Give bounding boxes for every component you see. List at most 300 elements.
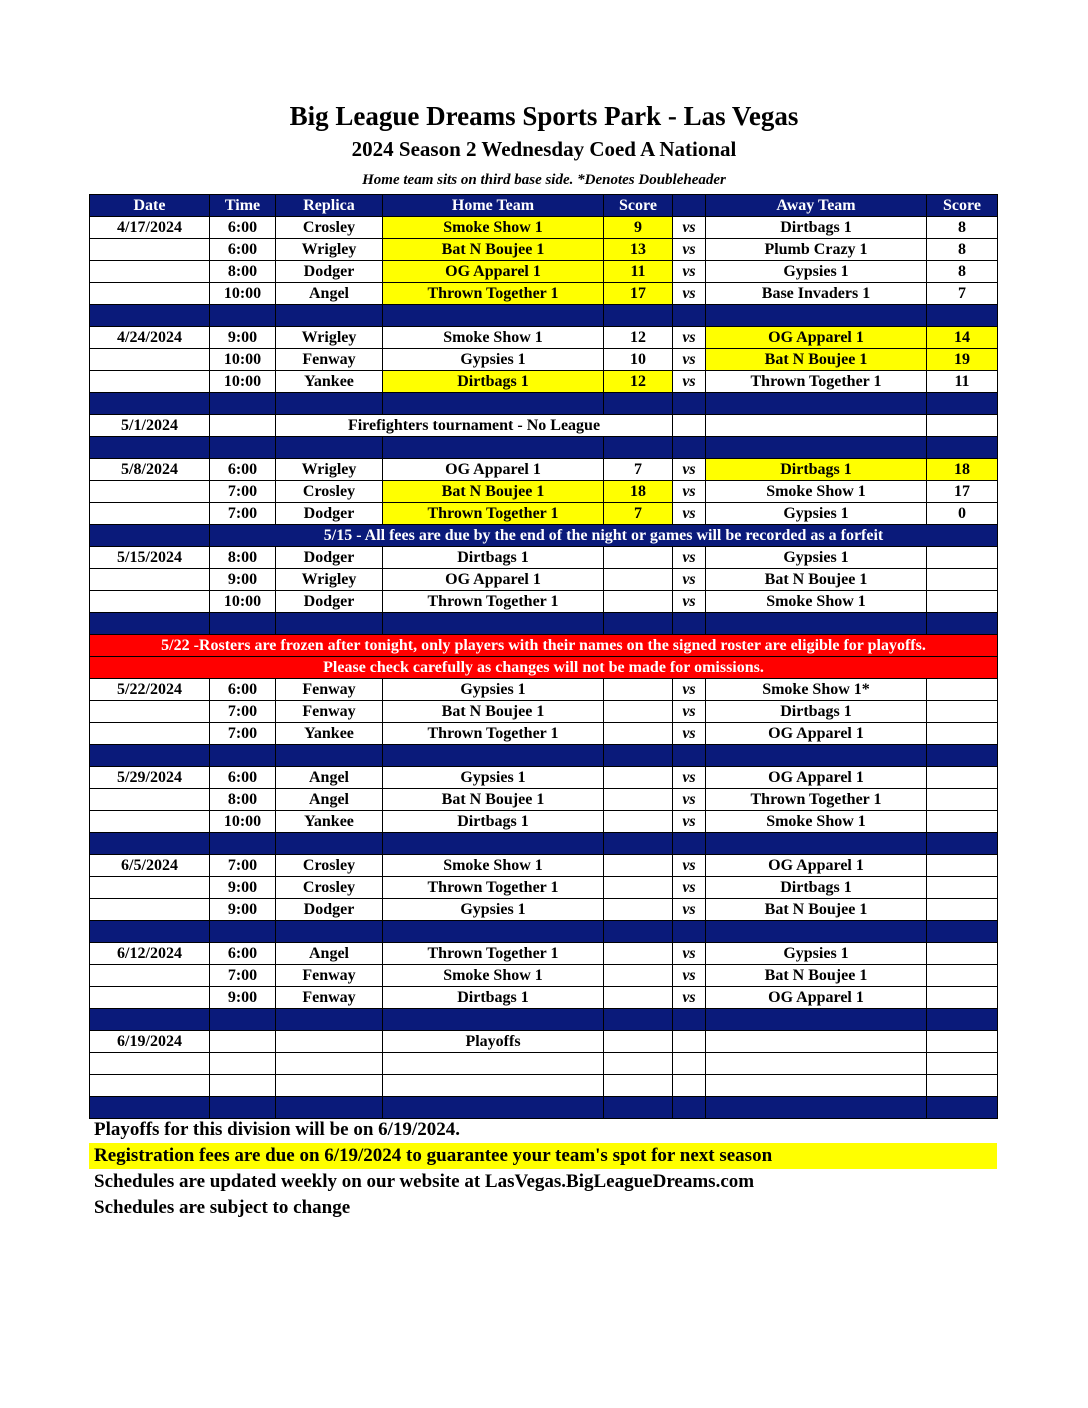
separator-cell (927, 1097, 998, 1119)
table-header-row (90, 195, 998, 217)
away-team-cell: Dirtbags 1 (706, 459, 927, 481)
home-score-cell: 13 (604, 239, 673, 261)
home-score-cell: 18 (604, 481, 673, 503)
table-row (90, 591, 998, 613)
away-score-cell: 7 (927, 283, 998, 305)
separator-cell (90, 745, 210, 767)
home-team-cell: Bat N Boujee 1 (383, 239, 604, 261)
away-team-cell: Gypsies 1 (706, 547, 927, 569)
separator-cell (210, 437, 276, 459)
away-team-cell: OG Apparel 1 (706, 723, 927, 745)
home-team-cell: Thrown Together 1 (383, 503, 604, 525)
home-score-cell (604, 701, 673, 723)
table-row (90, 899, 998, 921)
separator-cell (673, 921, 706, 943)
replica-field-cell: Fenway (276, 987, 383, 1009)
away-team-cell: Gypsies 1 (706, 943, 927, 965)
away-score-cell (927, 415, 998, 437)
col-header-away-score: Score (927, 195, 998, 217)
home-team-cell: Bat N Boujee 1 (383, 701, 604, 723)
date-cell (90, 965, 210, 987)
vs-cell: vs (673, 547, 706, 569)
home-team-cell: Smoke Show 1 (383, 965, 604, 987)
col-header-replica: Replica (276, 195, 383, 217)
away-team-cell (706, 1075, 927, 1097)
separator-cell (276, 1097, 383, 1119)
separator-cell (383, 745, 604, 767)
date-cell: 6/19/2024 (90, 1031, 210, 1053)
separator-cell (927, 921, 998, 943)
vs-cell: vs (673, 811, 706, 833)
away-team-cell: Dirtbags 1 (706, 877, 927, 899)
table-row (90, 877, 998, 899)
time-cell: 6:00 (210, 239, 276, 261)
away-team-cell: Smoke Show 1* (706, 679, 927, 701)
separator-cell (90, 833, 210, 855)
notice-cell-blank (90, 525, 210, 547)
table-row (90, 965, 998, 987)
away-score-cell (927, 943, 998, 965)
separator-cell (90, 305, 210, 327)
separator-cell (706, 613, 927, 635)
date-cell (90, 987, 210, 1009)
separator-cell (383, 393, 604, 415)
separator-row (90, 921, 998, 943)
away-score-cell (927, 569, 998, 591)
table-row (90, 1075, 998, 1097)
separator-cell (673, 393, 706, 415)
time-cell: 6:00 (210, 943, 276, 965)
separator-cell (276, 833, 383, 855)
replica-field-cell: Dodger (276, 899, 383, 921)
away-score-cell: 8 (927, 239, 998, 261)
time-cell: 10:00 (210, 591, 276, 613)
table-row (90, 481, 998, 503)
time-cell: 6:00 (210, 459, 276, 481)
separator-cell (210, 1097, 276, 1119)
time-cell: 10:00 (210, 371, 276, 393)
away-score-cell: 19 (927, 349, 998, 371)
table-row (90, 855, 998, 877)
date-cell (90, 239, 210, 261)
vs-cell: vs (673, 987, 706, 1009)
date-cell (90, 591, 210, 613)
replica-field-cell: Angel (276, 789, 383, 811)
separator-cell (90, 1009, 210, 1031)
page-subtitle: 2024 Season 2 Wednesday Coed A National (351, 137, 737, 161)
separator-cell (604, 1097, 673, 1119)
table-row (90, 261, 998, 283)
replica-field-cell: Wrigley (276, 569, 383, 591)
home-team-cell (383, 1075, 604, 1097)
away-score-cell (927, 701, 998, 723)
away-team-cell: Dirtbags 1 (706, 701, 927, 723)
doubleheader-note: Home team sits on third base side. *Denotes Doubleheader (362, 172, 726, 188)
separator-cell (604, 437, 673, 459)
date-cell: 5/15/2024 (90, 547, 210, 569)
separator-cell (706, 1009, 927, 1031)
separator-cell (706, 305, 927, 327)
away-score-cell (927, 789, 998, 811)
date-cell (90, 349, 210, 371)
separator-cell (673, 613, 706, 635)
away-score-cell: 17 (927, 481, 998, 503)
span-text: Firefighters tournament - No League (276, 415, 673, 437)
away-team-cell (706, 415, 927, 437)
separator-cell (90, 437, 210, 459)
home-team-cell: Smoke Show 1 (383, 855, 604, 877)
home-score-cell (604, 877, 673, 899)
away-score-cell (927, 1031, 998, 1053)
separator-cell (276, 305, 383, 327)
away-score-cell (927, 547, 998, 569)
table-row (90, 767, 998, 789)
time-cell (210, 1031, 276, 1053)
vs-cell: vs (673, 459, 706, 481)
home-score-cell: 11 (604, 261, 673, 283)
separator-cell (383, 921, 604, 943)
date-cell (90, 569, 210, 591)
separator-cell (210, 921, 276, 943)
col-header-home-score: Score (604, 195, 673, 217)
separator-cell (604, 1009, 673, 1031)
away-team-cell: Bat N Boujee 1 (706, 349, 927, 371)
no-league-row (90, 415, 998, 437)
away-team-cell: Smoke Show 1 (706, 811, 927, 833)
away-team-cell (706, 1053, 927, 1075)
table-row (90, 811, 998, 833)
vs-cell: vs (673, 591, 706, 613)
table-row (90, 679, 998, 701)
separator-cell (210, 745, 276, 767)
home-score-cell (604, 811, 673, 833)
time-cell: 6:00 (210, 217, 276, 239)
separator-cell (210, 1009, 276, 1031)
vs-cell: vs (673, 481, 706, 503)
vs-cell: vs (673, 371, 706, 393)
home-score-cell (604, 1053, 673, 1075)
time-cell: 8:00 (210, 261, 276, 283)
home-team-cell: OG Apparel 1 (383, 261, 604, 283)
vs-cell: vs (673, 767, 706, 789)
table-row (90, 349, 998, 371)
separator-cell (276, 745, 383, 767)
col-header-vs (673, 195, 706, 217)
separator-cell (673, 745, 706, 767)
notice-text: 5/15 - All fees are due by the end of the night or games will be recorded as a forfeit (210, 525, 998, 547)
away-score-cell (927, 811, 998, 833)
separator-cell (604, 921, 673, 943)
home-team-cell: Dirtbags 1 (383, 987, 604, 1009)
home-score-cell (604, 723, 673, 745)
away-score-cell: 8 (927, 217, 998, 239)
home-team-cell: Smoke Show 1 (383, 217, 604, 239)
away-team-cell: Smoke Show 1 (706, 591, 927, 613)
col-header-date: Date (90, 195, 210, 217)
date-cell (90, 701, 210, 723)
vs-cell (673, 415, 706, 437)
away-score-cell: 18 (927, 459, 998, 481)
time-cell: 7:00 (210, 701, 276, 723)
footer-website: Schedules are updated weekly on our website at LasVegas.BigLeagueDreams.com (94, 1171, 755, 1192)
table-row (90, 547, 998, 569)
separator-cell (604, 393, 673, 415)
vs-cell: vs (673, 701, 706, 723)
away-team-cell (706, 1031, 927, 1053)
separator-cell (383, 305, 604, 327)
away-team-cell: Bat N Boujee 1 (706, 569, 927, 591)
home-score-cell (604, 547, 673, 569)
replica-field-cell: Fenway (276, 679, 383, 701)
home-team-cell: Gypsies 1 (383, 899, 604, 921)
away-team-cell: OG Apparel 1 (706, 767, 927, 789)
home-team-cell: Bat N Boujee 1 (383, 481, 604, 503)
home-team-cell: Dirtbags 1 (383, 547, 604, 569)
schedule-table (89, 194, 998, 1119)
time-cell: 9:00 (210, 327, 276, 349)
footer-registration: Registration fees are due on 6/19/2024 to guarantee your team's spot for next season (89, 1143, 997, 1169)
away-score-cell (927, 877, 998, 899)
home-score-cell (604, 899, 673, 921)
replica-field-cell: Fenway (276, 965, 383, 987)
away-team-cell: Gypsies 1 (706, 503, 927, 525)
separator-cell (210, 305, 276, 327)
date-cell: 4/24/2024 (90, 327, 210, 349)
home-team-cell: OG Apparel 1 (383, 569, 604, 591)
date-cell (90, 811, 210, 833)
separator-cell (604, 305, 673, 327)
table-row (90, 1053, 998, 1075)
table-row (90, 371, 998, 393)
separator-row (90, 833, 998, 855)
replica-field-cell: Dodger (276, 503, 383, 525)
away-team-cell: Base Invaders 1 (706, 283, 927, 305)
vs-cell (673, 1053, 706, 1075)
date-cell (90, 1075, 210, 1097)
separator-cell (706, 1097, 927, 1119)
table-row (90, 943, 998, 965)
vs-cell: vs (673, 349, 706, 371)
separator-cell (90, 613, 210, 635)
schedule-body (90, 217, 998, 1119)
separator-cell (276, 1009, 383, 1031)
home-score-cell (604, 569, 673, 591)
home-score-cell: 10 (604, 349, 673, 371)
home-team-cell: Gypsies 1 (383, 679, 604, 701)
vs-cell: vs (673, 283, 706, 305)
home-score-cell: 12 (604, 371, 673, 393)
time-cell: 10:00 (210, 811, 276, 833)
time-cell: 7:00 (210, 965, 276, 987)
date-cell (90, 503, 210, 525)
away-team-cell: Plumb Crazy 1 (706, 239, 927, 261)
time-cell: 7:00 (210, 855, 276, 877)
home-score-cell: 7 (604, 459, 673, 481)
separator-cell (673, 305, 706, 327)
away-score-cell (927, 965, 998, 987)
home-team-cell: Playoffs (383, 1031, 604, 1053)
separator-row (90, 1097, 998, 1119)
table-row (90, 569, 998, 591)
col-header-time: Time (210, 195, 276, 217)
home-score-cell (604, 1075, 673, 1097)
away-team-cell: Bat N Boujee 1 (706, 965, 927, 987)
table-row (90, 239, 998, 261)
home-score-cell: 9 (604, 217, 673, 239)
separator-cell (90, 393, 210, 415)
separator-cell (927, 305, 998, 327)
time-cell: 7:00 (210, 481, 276, 503)
replica-field-cell: Fenway (276, 701, 383, 723)
date-cell: 5/8/2024 (90, 459, 210, 481)
date-cell (90, 877, 210, 899)
date-cell (90, 371, 210, 393)
separator-cell (927, 437, 998, 459)
vs-cell: vs (673, 239, 706, 261)
away-team-cell: OG Apparel 1 (706, 327, 927, 349)
col-header-home-team: Home Team (383, 195, 604, 217)
separator-row (90, 393, 998, 415)
home-team-cell: Bat N Boujee 1 (383, 789, 604, 811)
vs-cell: vs (673, 855, 706, 877)
date-cell: 6/12/2024 (90, 943, 210, 965)
replica-field-cell: Angel (276, 943, 383, 965)
vs-cell: vs (673, 217, 706, 239)
alert-text: 5/22 -Rosters are frozen after tonight, only players with their names on the signed roster are eligible for playoffs. (90, 635, 998, 657)
table-row (90, 789, 998, 811)
time-cell: 10:00 (210, 349, 276, 371)
separator-cell (276, 921, 383, 943)
table-row (90, 283, 998, 305)
home-score-cell: 12 (604, 327, 673, 349)
separator-row (90, 437, 998, 459)
time-cell (210, 1075, 276, 1097)
replica-field-cell (276, 1075, 383, 1097)
replica-field-cell: Wrigley (276, 239, 383, 261)
replica-field-cell: Dodger (276, 261, 383, 283)
vs-cell: vs (673, 569, 706, 591)
separator-cell (210, 833, 276, 855)
date-cell (90, 481, 210, 503)
notice-row (90, 525, 998, 547)
replica-field-cell: Crosley (276, 855, 383, 877)
separator-cell (276, 393, 383, 415)
away-team-cell: OG Apparel 1 (706, 855, 927, 877)
home-score-cell (604, 1031, 673, 1053)
replica-field-cell: Crosley (276, 481, 383, 503)
separator-row (90, 745, 998, 767)
vs-cell: vs (673, 965, 706, 987)
home-team-cell: Gypsies 1 (383, 349, 604, 371)
home-team-cell: Dirtbags 1 (383, 371, 604, 393)
table-row (90, 987, 998, 1009)
home-score-cell (604, 767, 673, 789)
replica-field-cell (276, 1031, 383, 1053)
date-cell: 5/22/2024 (90, 679, 210, 701)
home-team-cell: OG Apparel 1 (383, 459, 604, 481)
vs-cell: vs (673, 943, 706, 965)
away-score-cell (927, 767, 998, 789)
vs-cell (673, 1075, 706, 1097)
date-cell (90, 283, 210, 305)
separator-cell (706, 745, 927, 767)
away-score-cell (927, 1053, 998, 1075)
away-team-cell: Gypsies 1 (706, 261, 927, 283)
replica-field-cell (276, 1053, 383, 1075)
away-team-cell: Thrown Together 1 (706, 371, 927, 393)
separator-cell (706, 833, 927, 855)
table-row (90, 701, 998, 723)
date-cell (90, 723, 210, 745)
separator-cell (673, 437, 706, 459)
replica-field-cell: Angel (276, 767, 383, 789)
home-score-cell: 17 (604, 283, 673, 305)
replica-field-cell: Fenway (276, 349, 383, 371)
footer-subject-to-change: Schedules are subject to change (94, 1197, 351, 1218)
col-header-away-team: Away Team (706, 195, 927, 217)
time-cell (210, 415, 276, 437)
time-cell: 9:00 (210, 987, 276, 1009)
replica-field-cell: Wrigley (276, 327, 383, 349)
replica-field-cell: Wrigley (276, 459, 383, 481)
separator-cell (604, 613, 673, 635)
date-cell (90, 899, 210, 921)
separator-cell (927, 833, 998, 855)
home-score-cell (604, 855, 673, 877)
away-score-cell (927, 855, 998, 877)
home-score-cell (604, 965, 673, 987)
alert-row (90, 657, 998, 679)
time-cell: 9:00 (210, 899, 276, 921)
separator-cell (706, 437, 927, 459)
home-score-cell (604, 987, 673, 1009)
alert-row (90, 635, 998, 657)
vs-cell: vs (673, 679, 706, 701)
time-cell: 9:00 (210, 877, 276, 899)
table-row (90, 217, 998, 239)
home-team-cell: Dirtbags 1 (383, 811, 604, 833)
time-cell: 6:00 (210, 679, 276, 701)
table-row (90, 503, 998, 525)
date-cell: 5/1/2024 (90, 415, 210, 437)
table-row (90, 459, 998, 481)
separator-cell (276, 613, 383, 635)
time-cell: 6:00 (210, 767, 276, 789)
away-team-cell: Bat N Boujee 1 (706, 899, 927, 921)
away-team-cell: Dirtbags 1 (706, 217, 927, 239)
vs-cell: vs (673, 899, 706, 921)
separator-cell (673, 1009, 706, 1031)
away-score-cell: 0 (927, 503, 998, 525)
separator-cell (383, 613, 604, 635)
replica-field-cell: Crosley (276, 217, 383, 239)
home-score-cell (604, 679, 673, 701)
vs-cell: vs (673, 789, 706, 811)
home-team-cell: Smoke Show 1 (383, 327, 604, 349)
home-team-cell: Thrown Together 1 (383, 591, 604, 613)
date-cell: 6/5/2024 (90, 855, 210, 877)
replica-field-cell: Crosley (276, 877, 383, 899)
alert-text: Please check carefully as changes will not be made for omissions. (90, 657, 998, 679)
vs-cell: vs (673, 503, 706, 525)
time-cell: 7:00 (210, 503, 276, 525)
vs-cell: vs (673, 327, 706, 349)
page-title: Big League Dreams Sports Park - Las Vegas (289, 101, 799, 131)
separator-cell (210, 393, 276, 415)
home-team-cell: Thrown Together 1 (383, 943, 604, 965)
separator-cell (673, 1097, 706, 1119)
home-score-cell: 7 (604, 503, 673, 525)
